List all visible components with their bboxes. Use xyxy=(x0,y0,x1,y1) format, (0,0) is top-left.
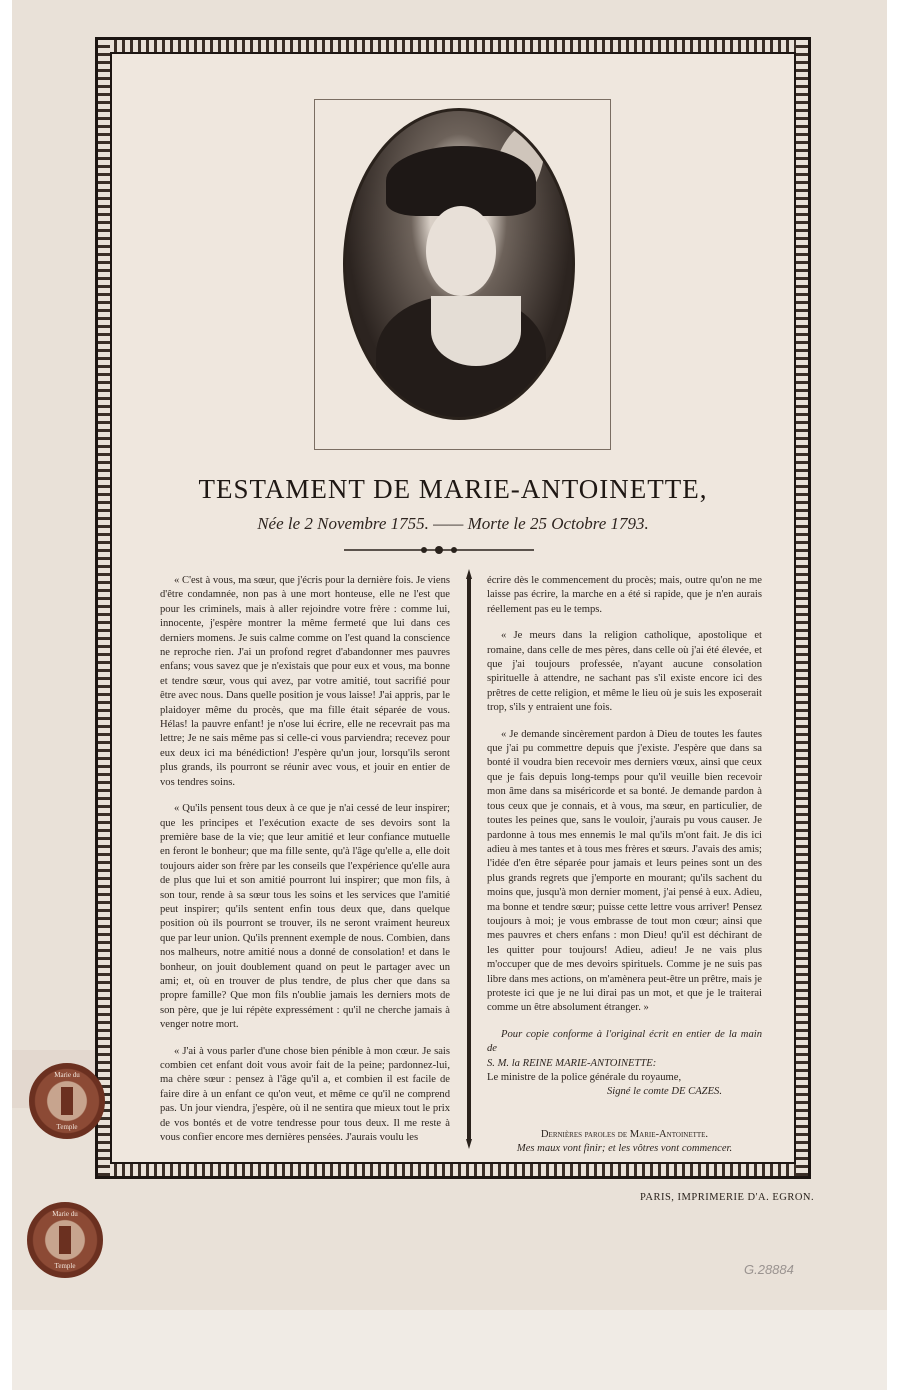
paragraph: écrire dès le commencement du procès; mais, outre qu'on ne me laisse pas écrire, la marche en a été si rapide, que je n'en aurais réellement pas eu le temps. xyxy=(487,575,762,615)
left-column xyxy=(160,574,450,1157)
temple-seal xyxy=(29,1063,105,1139)
last-words-heading: Dernières paroles de Marie-Antoinette. xyxy=(540,1128,709,1140)
temple-seal xyxy=(27,1202,103,1278)
signature-line: Signé le comte DE CAZES. xyxy=(606,1086,722,1098)
paragraph: « C'est à vous, ma sœur, que j'écris pour la dernière fois. Je viens d'être condamnée, non pas à une mort honteuse, elle ne l'est que pour les criminels, mais à aller rejoindre votre frère : comme lui, innocente, j'espère montrer la même fermeté que lui dans ces derniers momens. Je suis calme comme on l'est quand la conscience ne reproche rien. J'ai un profond regret d'abandonner mes pauvres enfans; vous savez que je n'existais que pour eux et vous, ma bonne et tendre sœur, vous qui avez, par votre amitié, tout sacrifié pour être avec nous. Dans quelle position je vous laisse! J'ai appris, par le plaidoyer même du procès, que ma fille était séparée de vous. Hélas! la pauvre enfant! je n'ose lui écrire, elle ne recevrait pas ma lettre; Je ne sais même pas si celle-ci vous parviendra; recevez pour eux deux ici ma bénédiction! J'espère qu'un jour, lorsqu'ils seront plus grands, ils pourront se réunir avec vous, et jouir en entier de vos tendres soins. xyxy=(160,575,450,788)
tower-icon xyxy=(59,1226,71,1254)
border-band-right xyxy=(796,40,808,1176)
border-band-left xyxy=(98,40,110,1176)
right-column xyxy=(487,574,762,1169)
portrait-frame xyxy=(314,99,611,450)
document-subtitle: Née le 2 Novembre 1755. —— Morte le 25 Octobre 1793. xyxy=(257,514,649,533)
portrait-engraving xyxy=(343,108,575,420)
portrait-face xyxy=(426,206,496,296)
last-words: Mes maux vont finir; et les vôtres vont commencer. xyxy=(516,1143,733,1155)
document-body xyxy=(110,52,796,1164)
ornamental-border xyxy=(95,37,811,1179)
paragraph: « Qu'ils pensent tous deux à ce que je n'ai cessé de leur inspirer; que les principes et l'exécution exacte de ses devoirs sont la première base de la vie; que leur amitié et leur confiance mutuelle en feront le bonheur; que ma fille sente, qu'à l'âge qu'elle a, elle doit toujours aider son frère par les conseils que l'expérience qu'elle aura de plus que lui et son amitié pourront lui inspirer; que mon fils, à son tour, rende à sa sœur tous les soins et les services que l'amitié peut inspirer; qu'ils sentent enfin tous deux que, dans quelque position où ils pourront se trouver, ils ne seront vraiment heureux que par leur union. Qu'ils prennent exemple de nous. Combien, dans nos malheurs, notre amitié nous a donné de consolation! et dans le bonheur, on jouit doublement quand on peut le partager avec un ami; et, où en trouver de plus tendre, de plus cher que dans sa propre famille? Que mon fils n'oublie jamais les derniers mots de son père, que je lui répète expressément : qu'il ne cherche jamais à venger notre mort. xyxy=(160,803,450,1031)
catalog-number: G.28884 xyxy=(744,1262,794,1277)
printer-imprint: PARIS, IMPRIMERIE D'A. EGRON. xyxy=(640,1192,815,1203)
seal-top-text: Marie du xyxy=(54,1071,80,1079)
paragraph: « Je meurs dans la religion catholique, apostolique et romaine, dans celle de mes pères, dans celle où j'ai été élevée, et que j'ai toujours professée, n'ayant aucune consolation spirituelle à attendre, ne sachant pas s'il existe encore ici des prêtres de cette religion, et même le lieu où je suis les exposerait trop, s'ils y entraient une fois. xyxy=(487,630,762,714)
certification-name: S. M. la REINE MARIE-ANTOINETTE: xyxy=(487,1057,657,1069)
document-title: TESTAMENT DE MARIE-ANTOINETTE, xyxy=(198,474,708,504)
certification-text: Pour copie conforme à l'original écrit en entier de la main de xyxy=(487,1028,762,1055)
title-ornament xyxy=(344,545,534,555)
paragraph: « Je demande sincèrement pardon à Dieu de toutes les fautes que j'ai pu commettre depuis que j'existe. J'espère que dans sa bonté il voudra bien recevoir mes derniers vœux, ainsi que ceux que je fais depuis long-temps pour qu'il veuille bien recevoir mon âme dans sa miséricorde et sa bonté. Je demande pardon à tous ceux que je connais, et à vous, ma sœur, en particulier, de toutes les peines que, sans le vouloir, j'aurais pu vous causer. Je pardonne à tous mes ennemis le mal qu'ils m'ont fait. Je dis ici adieu à mes tantes et à tous mes frères et sœurs. J'avais des amis; l'idée d'en être séparée pour jamais et leurs peines sont un des plus grands regrets que j'emporte en mourant; qu'ils sachent du moins que, jusqu'à mon dernier moment, j'ai pensé à eux. Adieu, ma bonne et tendre sœur; puisse cette lettre vous arriver! Pensez toujours à moi; je vous embrasse de tout mon cœur; ainsi que mes pauvres et chers enfans : mon Dieu! qu'il est déchirant de les quitter pour toujours! Adieu, adieu! Je ne vais plus m'occuper que de mes devoirs spirituels. Comme je ne suis pas libre dans mes actions, on m'amènera peut-être un prêtre, mais je proteste ici que je ne lui dirai pas un mot, et que je le traiterai comme un être absolument étranger. » xyxy=(487,728,762,1014)
column-divider xyxy=(466,569,472,1149)
portrait-fichu xyxy=(431,296,521,366)
seal-bottom-text: Temple xyxy=(54,1262,76,1270)
minister-line: Le ministre de la police générale du royaume, xyxy=(487,1072,682,1083)
seal-bottom-text: Temple xyxy=(56,1123,78,1131)
seal-top-text: Marie du xyxy=(52,1210,78,1218)
paper-margin xyxy=(12,1310,887,1390)
paragraph: « J'ai à vous parler d'une chose bien pénible à mon cœur. Je sais combien cet enfant doit vous avoir fait de la peine; pardonnez-lui, ma chère sœur : pensez à l'âge qu'il a, et combien il est facile de faire dire à un enfant ce qu'on veut, et même ce qu'il ne comprend pas. Un jour viendra, j'espère, où il ne sentira que mieux tout le prix de vos bontés et de votre tendresse pour tous deux. Il me reste à vous confier encore mes dernières pensées. J'aurais voulu les xyxy=(160,1045,450,1144)
tower-icon xyxy=(61,1087,73,1115)
